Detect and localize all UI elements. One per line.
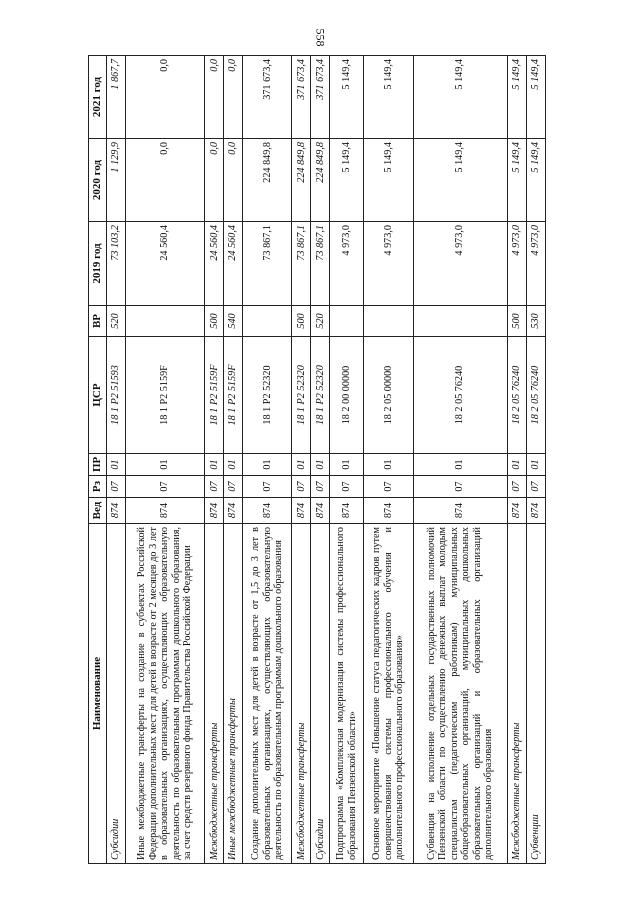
- cell-csr: 18 2 05 76240: [526, 337, 545, 454]
- cell-rz: 07: [413, 476, 507, 498]
- cell-csr: 18 1 P2 5159F: [125, 337, 204, 454]
- cell-rz: 07: [526, 476, 545, 498]
- table-row: [330, 56, 364, 864]
- cell-rz: 07: [311, 476, 330, 498]
- cell-pr: 01: [413, 454, 507, 476]
- cell-y2020: 0,0: [224, 139, 243, 222]
- cell-rz: 07: [107, 476, 126, 498]
- cell-y2021: 371 673,4: [292, 56, 311, 139]
- cell-csr: 18 1 P2 52320: [311, 337, 330, 454]
- cell-y2021: 5 149,4: [507, 56, 526, 139]
- cell-rz: 07: [243, 476, 292, 498]
- cell-y2020: 5 149,4: [330, 139, 364, 222]
- header-2019: 2019 год: [89, 222, 107, 306]
- cell-y2020: 5 149,4: [413, 139, 507, 222]
- cell-rz: 07: [125, 476, 204, 498]
- cell-csr: 18 1 P2 52320: [243, 337, 292, 454]
- cell-ved: 874: [292, 498, 311, 524]
- cell-name: Основное мероприятие «Повышение статуса педагогических кадров путем совершенствования системы профессионального обучения и дополнительного профессионального образования»: [364, 524, 413, 864]
- table-row: [364, 56, 413, 864]
- cell-y2019: 24 560,4: [205, 222, 224, 306]
- cell-y2021: 0,0: [125, 56, 204, 139]
- table-body: [107, 56, 546, 864]
- cell-pr: 01: [292, 454, 311, 476]
- cell-y2020: 5 149,4: [364, 139, 413, 222]
- cell-rz: 07: [507, 476, 526, 498]
- cell-name: Субвенции: [526, 524, 545, 864]
- cell-csr: 18 2 05 76240: [507, 337, 526, 454]
- table-row: [526, 56, 545, 864]
- cell-pr: 01: [205, 454, 224, 476]
- cell-y2019: 24 560,4: [125, 222, 204, 306]
- cell-y2021: 1 867,7: [107, 56, 126, 139]
- cell-y2020: 1 129,9: [107, 139, 126, 222]
- page-number: 558: [313, 28, 328, 47]
- table-row: [243, 56, 292, 864]
- table-row: [107, 56, 126, 864]
- cell-y2020: 0,0: [205, 139, 224, 222]
- cell-ved: 874: [125, 498, 204, 524]
- cell-csr: 18 1 P2 5159F: [224, 337, 243, 454]
- table-row: [205, 56, 224, 864]
- cell-y2021: 5 149,4: [364, 56, 413, 139]
- cell-vr: [125, 306, 204, 337]
- cell-y2020: 5 149,4: [507, 139, 526, 222]
- cell-pr: 01: [107, 454, 126, 476]
- header-ved: Вед: [89, 498, 107, 524]
- cell-name: Иные межбюджетные трансферты на создание в субъектах Российской Федерации дополнительных мест для детей в возрасте от 2 месяцев до 3 лет в образовательных организациях, осуществляющих образовательную деятельность по образовательным программам дошкольного образования, за счет средств резервного фонда Правительства Российской Федерации: [125, 524, 204, 864]
- cell-csr: 18 1 P2 52320: [292, 337, 311, 454]
- cell-ved: 874: [526, 498, 545, 524]
- cell-vr: 500: [507, 306, 526, 337]
- cell-vr: 500: [205, 306, 224, 337]
- cell-y2019: 4 973,0: [364, 222, 413, 306]
- cell-pr: 01: [125, 454, 204, 476]
- cell-ved: 874: [224, 498, 243, 524]
- cell-vr: 520: [311, 306, 330, 337]
- cell-vr: 500: [292, 306, 311, 337]
- header-2021: 2021 год: [89, 56, 107, 139]
- cell-pr: 01: [330, 454, 364, 476]
- cell-name: Субсидии: [311, 524, 330, 864]
- cell-y2021: 5 149,4: [330, 56, 364, 139]
- cell-pr: 01: [311, 454, 330, 476]
- header-rz: Рз: [89, 476, 107, 498]
- header-csr: ЦСР: [89, 337, 107, 454]
- cell-vr: [413, 306, 507, 337]
- cell-vr: [330, 306, 364, 337]
- cell-ved: 874: [507, 498, 526, 524]
- cell-vr: 520: [107, 306, 126, 337]
- cell-y2019: 73 103,2: [107, 222, 126, 306]
- rotated-table-wrapper: [88, 56, 546, 864]
- cell-rz: 07: [224, 476, 243, 498]
- cell-name: Создание дополнительных мест для детей в возрасте от 1,5 до 3 лет в образовательных организациях, осуществляющих образовательную деятельность по образовательным программам дошкольного образования: [243, 524, 292, 864]
- table-row: [292, 56, 311, 864]
- cell-y2020: 224 849,8: [243, 139, 292, 222]
- cell-pr: 01: [243, 454, 292, 476]
- cell-y2019: 73 867,1: [292, 222, 311, 306]
- table-row: [311, 56, 330, 864]
- table-row: [224, 56, 243, 864]
- cell-ved: 874: [413, 498, 507, 524]
- cell-rz: 07: [205, 476, 224, 498]
- cell-pr: 01: [364, 454, 413, 476]
- cell-y2019: 73 867,1: [311, 222, 330, 306]
- cell-name: Иные межбюджетные трансферты: [224, 524, 243, 864]
- cell-ved: 874: [243, 498, 292, 524]
- cell-y2019: 4 973,0: [507, 222, 526, 306]
- cell-vr: 540: [224, 306, 243, 337]
- cell-rz: 07: [292, 476, 311, 498]
- cell-rz: 07: [364, 476, 413, 498]
- cell-y2019: 24 560,4: [224, 222, 243, 306]
- cell-y2020: 5 149,4: [526, 139, 545, 222]
- cell-ved: 874: [364, 498, 413, 524]
- cell-y2020: 224 849,8: [311, 139, 330, 222]
- cell-ved: 874: [107, 498, 126, 524]
- budget-table: [88, 55, 546, 864]
- cell-y2021: 0,0: [224, 56, 243, 139]
- cell-csr: 18 2 05 76240: [413, 337, 507, 454]
- cell-name: Межбюджетные трансферты: [292, 524, 311, 864]
- cell-y2019: 4 973,0: [413, 222, 507, 306]
- cell-name: Субсидии: [107, 524, 126, 864]
- table-row: [413, 56, 507, 864]
- cell-y2021: 5 149,4: [526, 56, 545, 139]
- cell-vr: [364, 306, 413, 337]
- cell-rz: 07: [330, 476, 364, 498]
- table-row: [507, 56, 526, 864]
- cell-pr: 01: [507, 454, 526, 476]
- cell-y2021: 371 673,4: [311, 56, 330, 139]
- cell-csr: 18 1 P2 5159F: [205, 337, 224, 454]
- cell-y2020: 224 849,8: [292, 139, 311, 222]
- header-pr: ПР: [89, 454, 107, 476]
- cell-y2019: 4 973,0: [330, 222, 364, 306]
- table-row: [125, 56, 204, 864]
- cell-name: Подпрограмма «Комплексная модернизация системы профессионального образования Пензенской области»: [330, 524, 364, 864]
- header-vr: ВР: [89, 306, 107, 337]
- cell-y2021: 0,0: [205, 56, 224, 139]
- cell-ved: 874: [205, 498, 224, 524]
- cell-csr: 18 2 00 00000: [330, 337, 364, 454]
- cell-y2019: 73 867,1: [243, 222, 292, 306]
- cell-y2019: 4 973,0: [526, 222, 545, 306]
- cell-vr: [243, 306, 292, 337]
- cell-csr: 18 2 05 00000: [364, 337, 413, 454]
- cell-y2020: 0,0: [125, 139, 204, 222]
- cell-y2021: 5 149,4: [413, 56, 507, 139]
- header-2020: 2020 год: [89, 139, 107, 222]
- cell-name: Субвенция на исполнение отдельных государственных полномочий Пензенской области по осуществлению денежных выплат молодым специалистам (педагогическим работникам) муниципальных общеобразовательных организаций, муниципальных дошкольных образовательных организаций и образовательных организаций дополнительного образования: [413, 524, 507, 864]
- cell-pr: 01: [526, 454, 545, 476]
- cell-y2021: 371 673,4: [243, 56, 292, 139]
- header-name: Наименование: [89, 524, 107, 864]
- cell-vr: 530: [526, 306, 545, 337]
- cell-pr: 01: [224, 454, 243, 476]
- cell-name: Межбюджетные трансферты: [205, 524, 224, 864]
- cell-name: Межбюджетные трансферты: [507, 524, 526, 864]
- cell-ved: 874: [330, 498, 364, 524]
- cell-csr: 18 1 P2 51593: [107, 337, 126, 454]
- table-header-row: [89, 56, 107, 864]
- cell-ved: 874: [311, 498, 330, 524]
